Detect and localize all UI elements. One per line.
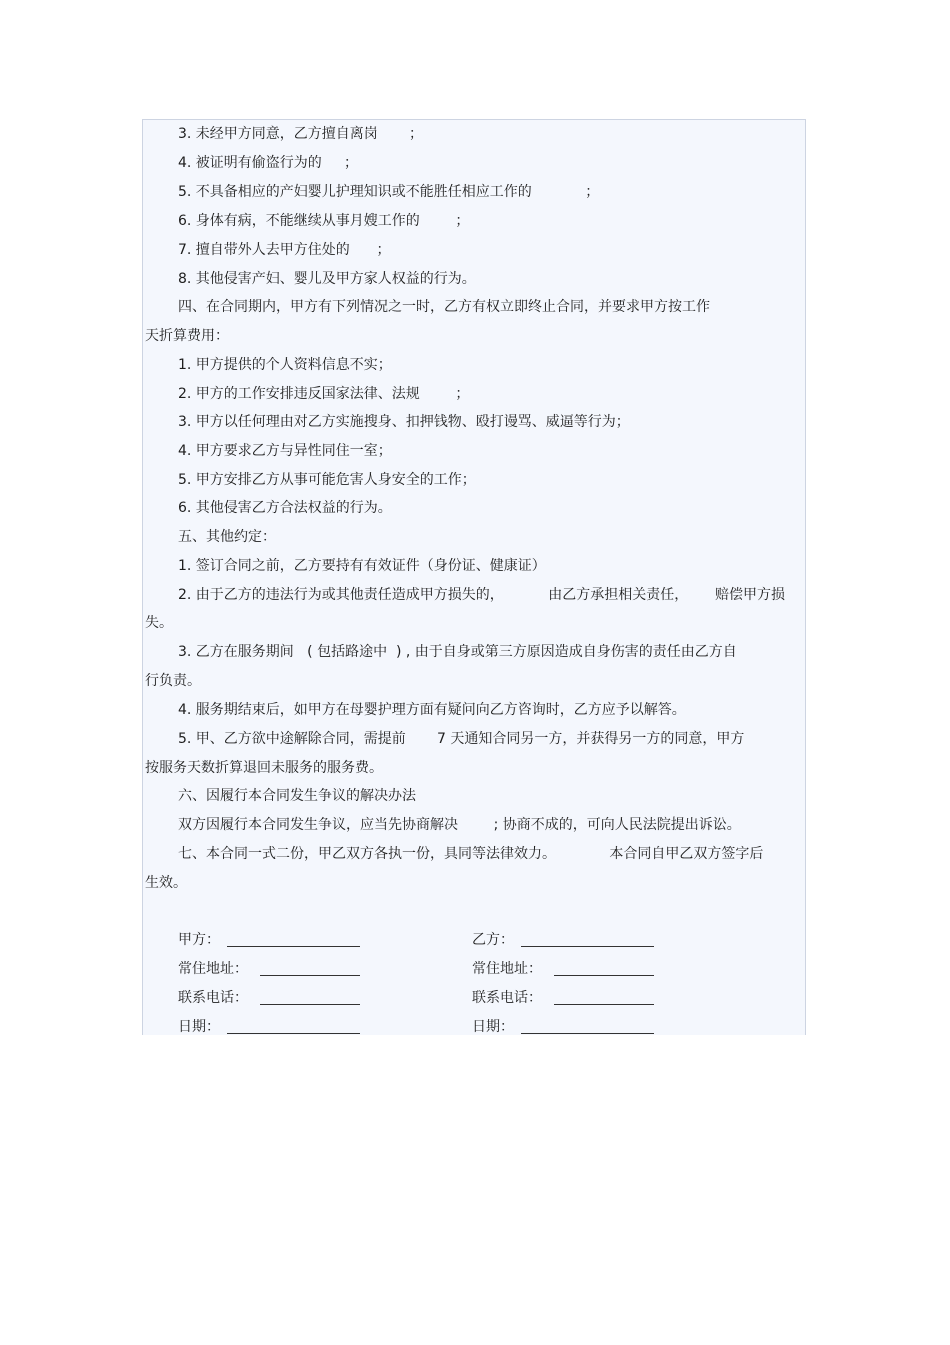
clause-line: 5. 甲方安排乙方从事可能危害人身安全的工作； xyxy=(178,472,476,488)
clause-line: 6. 其他侵害乙方合法权益的行为。 xyxy=(178,500,392,516)
address-b-label: 常住地址： xyxy=(472,961,542,977)
section-heading: 七、本合同一式二份，甲乙双方各执一份，具同等法律效力。 本合同自甲乙双方签字后 xyxy=(178,846,764,862)
section-heading: 六、因履行本合同发生争议的解决办法 xyxy=(178,788,416,804)
date-b-line xyxy=(521,1033,654,1034)
clause-line: 失。 xyxy=(145,615,173,631)
address-b-line xyxy=(554,975,654,976)
clause-line: 4. 被证明有偷盗行为的 ； xyxy=(178,155,359,171)
party-a-signature-line xyxy=(227,946,360,947)
clause-line: 4. 甲方要求乙方与异性同住一室； xyxy=(178,443,392,459)
clause-line: 7. 擅自带外人去甲方住处的 ； xyxy=(178,242,391,258)
date-a-label: 日期： xyxy=(178,1019,220,1035)
section-heading: 四、在合同期内，甲方有下列情况之一时，乙方有权立即终止合同，并要求甲方按工作 xyxy=(178,299,710,315)
date-a-line xyxy=(227,1033,360,1034)
clause-line: 天折算费用： xyxy=(145,328,229,344)
clause-line: 2. 甲方的工作安排违反国家法律、法规 ； xyxy=(178,386,470,402)
clause-line: 3. 甲方以任何理由对乙方实施搜身、扣押钱物、殴打谩骂、威逼等行为； xyxy=(178,414,630,430)
clause-line: 3. 未经甲方同意，乙方擅自离岗 ； xyxy=(178,126,423,142)
clause-line: 行负责。 xyxy=(145,673,201,689)
phone-b-line xyxy=(554,1004,654,1005)
section-heading: 五、其他约定： xyxy=(178,529,276,545)
address-a-line xyxy=(260,975,360,976)
clause-line: 5. 不具备相应的产妇婴儿护理知识或不能胜任相应工作的 ； xyxy=(178,184,600,200)
party-b-signature-line xyxy=(521,946,654,947)
clause-line: 4. 服务期结束后，如甲方在母婴护理方面有疑问向乙方咨询时，乙方应予以解答。 xyxy=(178,702,686,718)
clause-line: 2. 由于乙方的违法行为或其他责任造成甲方损失的， 由乙方承担相关责任， 赔偿甲方损 xyxy=(178,587,786,603)
clause-line: 3. 乙方在服务期间 ( 包括路途中 ) , 由于自身或第三方原因造成自身伤害的责任由乙方自 xyxy=(178,644,737,660)
clause-line: 5. 甲、乙方欲中途解除合同，需提前 7 天通知合同另一方，并获得另一方的同意，甲方 xyxy=(178,731,745,747)
phone-a-line xyxy=(260,1004,360,1005)
clause-line: 按服务天数折算退回未服务的服务费。 xyxy=(145,760,383,776)
clause-line: 6. 身体有病，不能继续从事月嫂工作的 ； xyxy=(178,213,470,229)
clause-line: 双方因履行本合同发生争议，应当先协商解决 ; 协商不成的，可向人民法院提出诉讼。 xyxy=(178,817,741,833)
phone-b-label: 联系电话： xyxy=(472,990,542,1006)
phone-a-label: 联系电话： xyxy=(178,990,248,1006)
party-b-label: 乙方： xyxy=(472,932,514,948)
clause-line: 1. 甲方提供的个人资料信息不实； xyxy=(178,357,392,373)
date-b-label: 日期： xyxy=(472,1019,514,1035)
address-a-label: 常住地址： xyxy=(178,961,248,977)
party-a-label: 甲方： xyxy=(178,932,220,948)
clause-line: 生效。 xyxy=(145,875,187,891)
contract-page xyxy=(142,119,806,1035)
clause-line: 1. 签订合同之前，乙方要持有有效证件（身份证、健康证） xyxy=(178,558,546,574)
clause-line: 8. 其他侵害产妇、婴儿及甲方家人权益的行为。 xyxy=(178,271,476,287)
